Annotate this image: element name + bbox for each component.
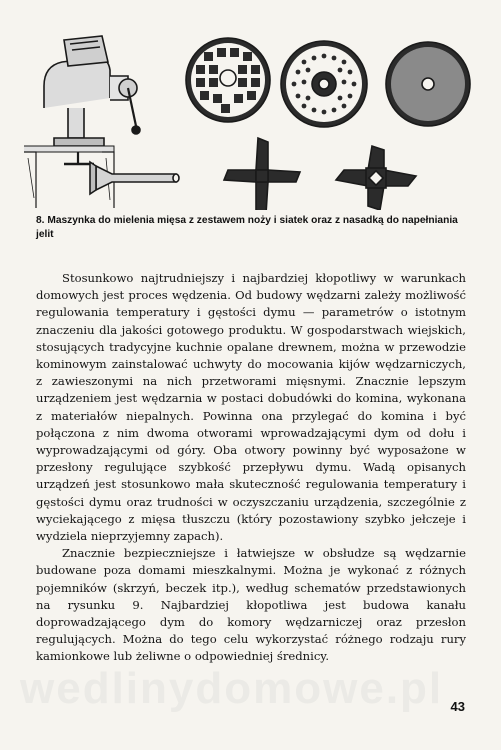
watermark: wedlinydomowe.pl: [20, 664, 444, 713]
meat-grinder-illustration: [24, 18, 484, 210]
grinder-plate-large-holes: [186, 38, 270, 122]
paragraph: Znacznie bezpieczniejsze i łatwiejsze w obsłudze są wędzarnie budowane poza domami mieszkalnymi. Można je wykonać z różnych pojemników (skrzyń, beczek itp.), według schematów przedstawionych na rysunku 9. Najbardziej kłopotliwa jest budowa kanału doprowadzającego dym do komory wędzarniczej oraz przesłon regulujących. Można do tego celu wykorzystać różnego rodzaju rury kamionkowe lub żeliwne o odpowiedniej średnicy.: [36, 546, 466, 664]
grinder-plate-fine-holes: [386, 42, 470, 126]
sausage-stuffing-funnel: [90, 162, 179, 194]
figure-caption: 8. Maszynka do mielenia mięsa z zestawem noży i siatek oraz z nasadką do napełniania jelit: [36, 215, 458, 240]
body-text: [36, 270, 466, 666]
grinder-plate-medium-holes: [281, 41, 367, 127]
grinder-cross-knife-square-hole: [336, 146, 416, 210]
paragraph: Stosunkowo najtrudniejszy i najbardziej kłopotliwy w warunkach domowych jest proces wędzenia. Od budowy wędzarni zależy możliwość regulowania temperatury i gęstości dymu — parametrów o istotnym znaczeniu dla jakości gotowego produktu. W gospodarstwach wiejskich, stosujących tradycyjne kuchnie opalane drewnem, można w przewodzie kominowym zainstalować uchwyty do mocowania kijów wędzarniczych, z zawieszonymi na nich przetworami mięsnymi. Znacznie lepszym urządzeniem jest wędzarnia w postaci dobudówki do komina, wykonana z materiałów niepalnych. Powinna ona przylegać do komina i być połączona z nim dwoma otworami wprowadzającymi dym od dołu i wyprowadzającymi od góry. Oba otwory powinny być wyposażone w przesłony regulujące szybkość przepływu dymu. Wadą opisanych urządzeń jest stosunkowo mała skuteczność regulowania temperatury i gęstości dymu oraz trudności w oczyszczaniu urządzenia, szczególnie z wyciekającego z mięsa tłuszczu (który pozostawiony szybko jełczeje i wydziela nieprzyjemny zapach).: [36, 271, 466, 544]
page-number: 43: [450, 699, 465, 714]
grinder-cross-knife: [224, 138, 300, 210]
